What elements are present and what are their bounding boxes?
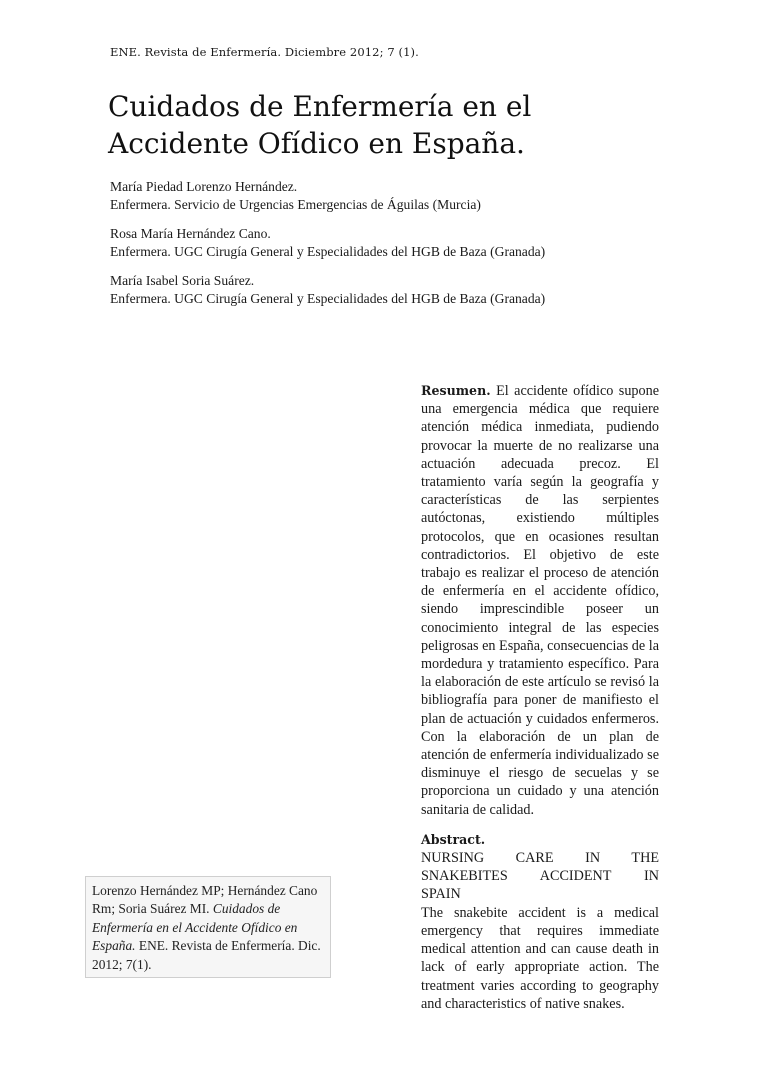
- journal-header: ENE. Revista de Enfermería. Diciembre 2012; 7 (1).: [110, 45, 419, 59]
- abstract-heading-line: [421, 831, 659, 849]
- citation-authors: Lorenzo Hernández MP; Hernández Cano Rm; Soria Suárez MI.: [92, 883, 318, 917]
- author-affiliation: Enfermera. UGC Cirugía General y Especialidades del HGB de Baza (Granada): [110, 290, 546, 306]
- author-entry: [110, 225, 670, 260]
- author-name: Rosa María Hernández Cano.: [110, 226, 271, 241]
- resumen-paragraph: [421, 382, 659, 819]
- abstract-title-line-3: SPAIN: [421, 886, 461, 903]
- author-entry: [110, 272, 670, 307]
- resumen-text: El accidente ofídico supone una emergencia médica que requiere atención médica inmediata, pudiendo provocar la muerte de no realizarse una actuación adecuada precoz. El tratamiento varía según la geografía y características de las serpientes autóctonas, existiendo múltiples protocolos, que en ocasiones resultan contradictorios. El objetivo de este trabajo es realizar el proceso de atención de enfermería en el accidente ofídico, siendo imprescindible poseer un conocimiento integral de las especies peligrosas en España, consecuencias de la mordedura y tratamiento específico. Para la elaboración de este artículo se revisó la bibliografía para poner de manifiesto el plan de actuación y cuidados enfermeros. Con la elaboración de un plan de atención de enfermería individualizado se disminuye el riesgo de secuelas y se proporciona un cuidado y una atención sanitaria de calidad.: [421, 383, 660, 818]
- author-name: María Isabel Soria Suárez.: [110, 273, 255, 288]
- abstract-text: The snakebite accident is a medical emergency that requires immediate medical attention and can cause death in lack of early appropriate action. The treatment varies according to geography and characteristics of native snakes.: [421, 904, 659, 1012]
- citation-source: ENE. Revista de Enfermería. Dic. 2012; 7(1).: [92, 938, 321, 972]
- abstract-title-line-1: NURSING CARE IN THE: [421, 850, 659, 867]
- author-affiliation: Enfermera. UGC Cirugía General y Especialidades del HGB de Baza (Granada): [110, 243, 546, 259]
- citation-title: Cuidados de Enfermería en el Accidente Ofídico en España.: [92, 901, 298, 954]
- abstract-title-line-2: SNAKEBITES ACCIDENT IN: [421, 868, 659, 885]
- article-title: [108, 88, 531, 162]
- article-title-line-2: Accidente Ofídico en España.: [108, 127, 525, 160]
- resumen-heading: Resumen.: [421, 383, 491, 398]
- citation-box: [85, 876, 331, 978]
- author-name: María Piedad Lorenzo Hernández.: [110, 179, 298, 194]
- author-affiliation: Enfermera. Servicio de Urgencias Emergencias de Águilas (Murcia): [110, 196, 481, 212]
- author-entry: [110, 178, 670, 213]
- author-list: [110, 178, 670, 319]
- abstract-column: [421, 382, 659, 1013]
- article-title-line-1: Cuidados de Enfermería en el: [108, 90, 532, 123]
- abstract-heading: Abstract.: [421, 831, 486, 847]
